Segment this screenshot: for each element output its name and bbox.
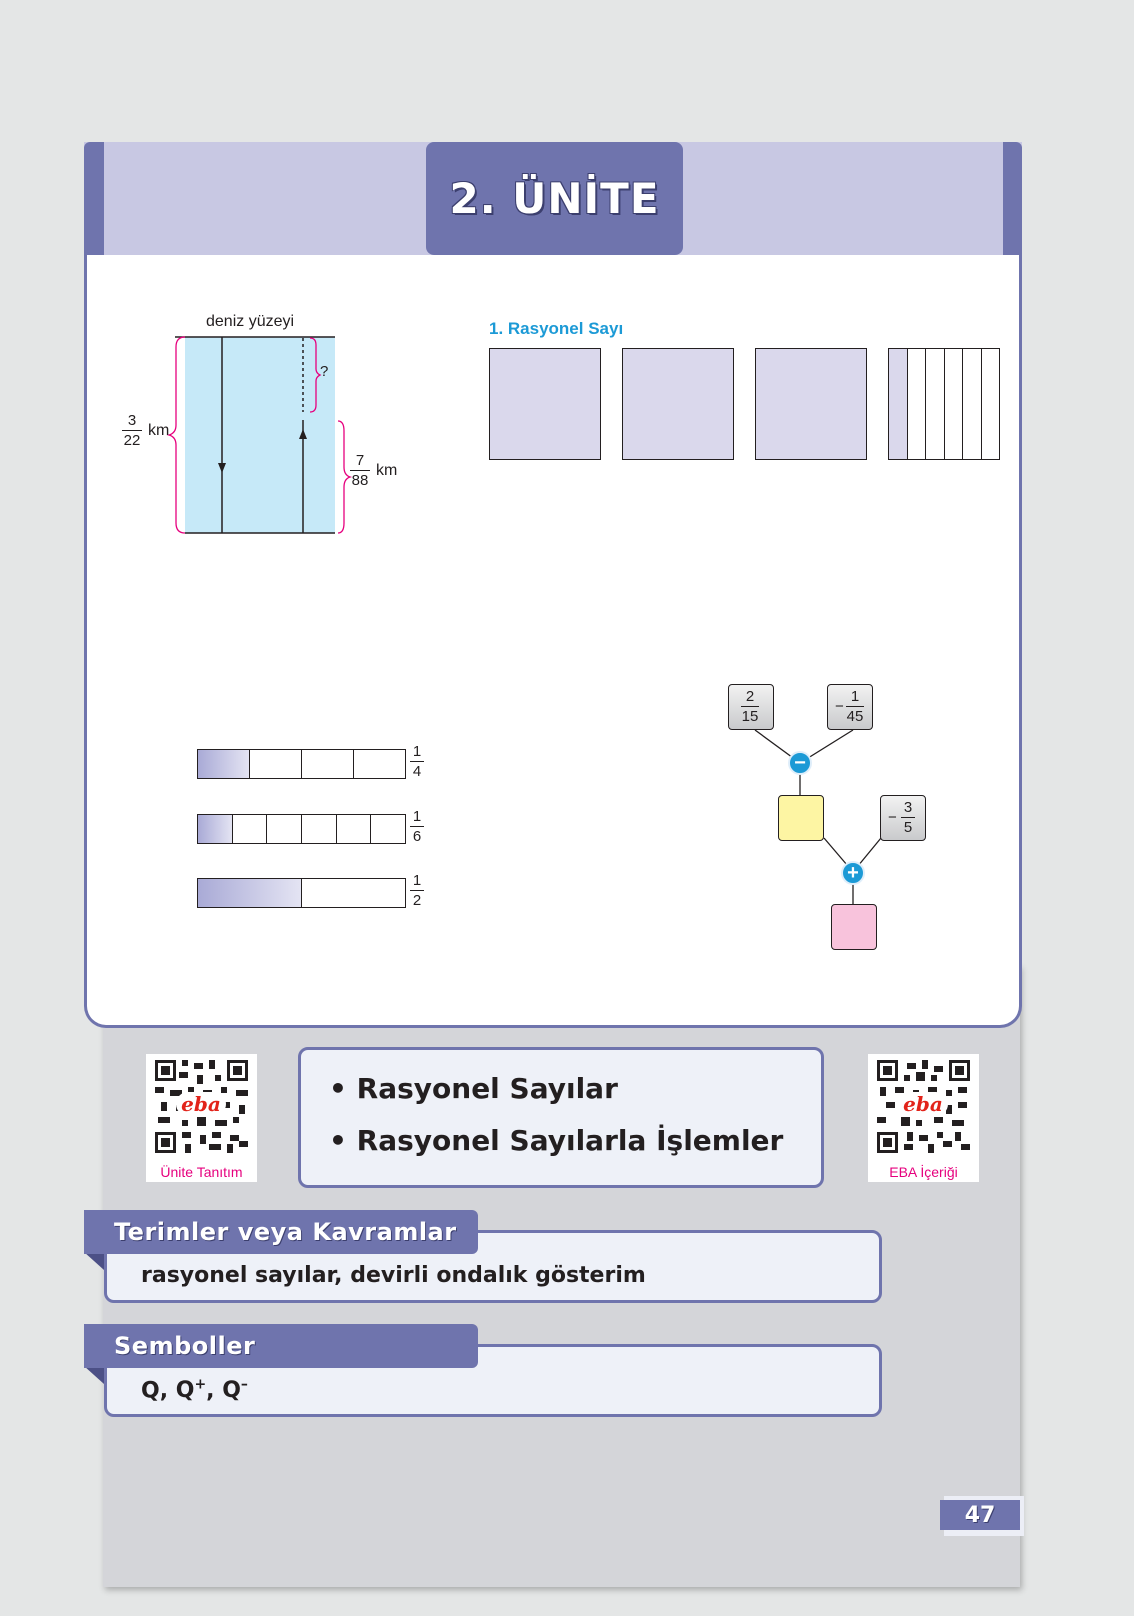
operand-box-2 (827, 684, 873, 730)
strip-sixth (197, 814, 406, 844)
unit-tab (426, 142, 683, 255)
qr-eba-content[interactable] (868, 1054, 979, 1182)
strip-sixth-label (410, 809, 424, 844)
topic-rational-numbers: • Rasyonel Sayılar (329, 1072, 618, 1105)
result-box-1[interactable] (778, 795, 824, 841)
op1-symbol: − (794, 751, 806, 774)
plus-operator-icon (841, 861, 865, 885)
square-part (926, 349, 944, 459)
question-mark: ? (320, 363, 329, 380)
operand-1-fraction (741, 689, 759, 724)
strip-quarter-label (410, 744, 424, 779)
depth-up-denominator: 88 (351, 472, 369, 489)
total-depth-brace (169, 337, 185, 533)
symbol-q-minus (222, 1378, 248, 1403)
numerator: 1 (412, 743, 422, 760)
numerator: 1 (850, 688, 860, 705)
numerator: 2 (745, 688, 755, 705)
square-part (963, 349, 981, 459)
denominator: 4 (412, 763, 422, 780)
symbol-minus-superscript: – (240, 1377, 248, 1393)
symbol-plus-superscript: + (194, 1377, 207, 1393)
surface-label: deniz yüzeyi (206, 313, 295, 330)
terms-text: rasyonel sayılar, devirli ondalık gösterim (141, 1263, 646, 1288)
denominator: 5 (903, 819, 913, 836)
strip-cell (354, 750, 405, 778)
square-part-shaded (889, 349, 908, 459)
symbol-q-plus (176, 1378, 206, 1403)
depth-up-fraction (350, 453, 370, 488)
strip-cell (250, 750, 302, 778)
header-left-edge (84, 142, 104, 255)
strip-half-label (410, 873, 424, 908)
symbol-q-minus-base: Q (222, 1378, 241, 1404)
operand-box-1 (728, 684, 774, 730)
shaded-square-1 (489, 348, 601, 460)
denominator: 15 (741, 708, 759, 725)
square-part (908, 349, 926, 459)
operand-3-sign: − (888, 809, 897, 826)
unit-title: 2. ÜNİTE (449, 174, 660, 223)
symbols-tab-fold (84, 1366, 104, 1384)
terms-tab (84, 1210, 478, 1254)
strip-cell (371, 815, 405, 843)
symbols-text: Q, Q+, Q– (141, 1377, 248, 1404)
numerator: 1 (412, 808, 422, 825)
numerator: 1 (412, 872, 422, 889)
page-number: 47 (940, 1500, 1020, 1530)
ocean-figure (110, 305, 410, 535)
square-part (982, 349, 999, 459)
strip-cell-shaded (198, 750, 250, 778)
op2-symbol: + (847, 861, 859, 884)
operand-box-3 (880, 795, 926, 841)
sea-area (185, 337, 335, 533)
square-part (945, 349, 963, 459)
denominator: 45 (846, 708, 864, 725)
rational-section-title: 1. Rasyonel Sayı (489, 319, 624, 338)
minus-operator-icon (788, 751, 812, 775)
strip-cell (302, 879, 405, 907)
strip-cell (337, 815, 372, 843)
depth-total-fraction (122, 413, 142, 448)
qr-unit-intro-label: Ünite Tanıtım (160, 1164, 243, 1180)
strip-cell-shaded (198, 815, 233, 843)
eba-logo: eba (176, 1092, 226, 1116)
strip-cell-shaded (198, 879, 302, 907)
terms-title: Terimler veya Kavramlar (114, 1218, 457, 1246)
terms-tab-fold (84, 1252, 104, 1270)
topic-operations: • Rasyonel Sayılarla İşlemler (329, 1124, 784, 1157)
denominator: 6 (412, 828, 422, 845)
numerator: 3 (903, 799, 913, 816)
symbol-q-plus-base: Q (175, 1378, 195, 1404)
strip-cell (302, 815, 337, 843)
depth-total-denominator: 22 (123, 432, 141, 449)
operand-2-fraction (846, 689, 864, 724)
shaded-square-3 (755, 348, 867, 460)
operand-2-sign: − (835, 698, 844, 715)
denominator: 2 (412, 892, 422, 909)
depth-total-numerator: 3 (127, 412, 137, 429)
header-right-edge (1003, 142, 1022, 255)
depth-total-unit: km (148, 422, 170, 439)
shaded-square-2 (622, 348, 734, 460)
strip-half (197, 878, 406, 908)
symbols-title: Semboller (114, 1332, 256, 1360)
symbols-tab (84, 1324, 478, 1368)
symbol-q: Q (141, 1378, 160, 1404)
qr-unit-intro[interactable] (146, 1054, 257, 1182)
strip-cell (267, 815, 302, 843)
topics-box (298, 1047, 824, 1188)
strip-cell (233, 815, 268, 843)
strip-quarter (197, 749, 406, 779)
up-depth-brace (338, 421, 350, 533)
operand-3-fraction (901, 800, 915, 835)
qr-eba-content-label: EBA İçeriği (889, 1164, 958, 1180)
strip-cell (302, 750, 354, 778)
eba-logo: eba (898, 1092, 948, 1116)
result-box-2[interactable] (831, 904, 877, 950)
partitioned-square (888, 348, 1000, 460)
depth-up-numerator: 7 (355, 452, 365, 469)
depth-up-unit: km (376, 462, 398, 479)
ocean-diagram (110, 305, 410, 535)
